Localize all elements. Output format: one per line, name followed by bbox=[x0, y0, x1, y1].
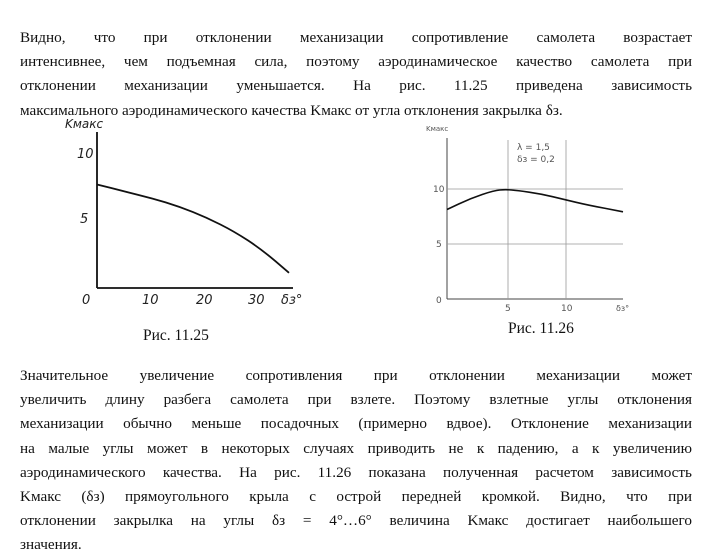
fig2-ytick: 5 bbox=[436, 240, 442, 250]
figure-caption: Рис. 11.25 bbox=[143, 327, 209, 344]
fig2-annotation: δз = 0,2 bbox=[517, 155, 555, 165]
fig1-ylabel: Kмакс bbox=[65, 117, 104, 131]
fig2-xtick: 5 bbox=[505, 304, 511, 314]
body-paragraph bbox=[20, 364, 692, 558]
body-line: увеличить длину разбега самолета при взлете. Поэтому взлетные углы отклонения bbox=[20, 391, 692, 409]
intro-line: максимального аэродинамического качества Kмакс от угла отклонения закрылка δз. bbox=[20, 101, 563, 119]
body-line: Kмакс (δз) прямоугольного крыла с острой передней кромкой. Видно, что при bbox=[20, 488, 692, 506]
fig2-xlabel: δз° bbox=[616, 304, 630, 313]
body-line: значения. bbox=[20, 536, 82, 554]
fig2-curve bbox=[447, 190, 623, 212]
fig1-xlabel: δз° bbox=[281, 293, 303, 308]
fig1-ytick: 10 bbox=[77, 147, 94, 162]
fig2-ytick: 10 bbox=[433, 185, 445, 195]
figure-11-26 bbox=[426, 125, 629, 314]
fig1-xtick: 30 bbox=[248, 293, 265, 308]
intro-line: Видно, что при отклонении механизации сопротивление самолета возрастает bbox=[20, 29, 692, 46]
fig2-xtick: 10 bbox=[561, 304, 573, 314]
fig1-xtick: 10 bbox=[142, 293, 159, 308]
figure-caption: Рис. 11.26 bbox=[508, 320, 574, 337]
fig1-xtick: 20 bbox=[196, 293, 213, 308]
intro-line: интенсивнее, чем подъемная сила, поэтому аэродинамическое качество самолета при bbox=[20, 53, 692, 71]
body-line: Значительное увеличение сопротивления при отклонении механизации может bbox=[20, 367, 692, 384]
fig1-ytick: 5 bbox=[80, 212, 89, 227]
fig1-ytick: 0 bbox=[82, 293, 91, 308]
fig2-ytick: 0 bbox=[436, 296, 442, 306]
figure-11-25 bbox=[65, 117, 302, 308]
fig2-ylabel: Kмакс bbox=[426, 125, 449, 133]
body-line: механизации обычно меньше посадочных (примерно вдвое). Отклонение механизации bbox=[20, 415, 692, 433]
intro-line: отклонении механизации уменьшается. На рис. 11.25 приведена зависимость bbox=[20, 77, 692, 95]
fig2-annotation: λ = 1,5 bbox=[517, 143, 550, 153]
fig1-curve bbox=[97, 185, 289, 273]
body-line: отклонении закрылка на углы δз = 4°…6° величина Kмакс достигает наибольшего bbox=[20, 512, 692, 530]
body-line: аэродинамического качества. На рис. 11.26 показана полученная расчетом зависимость bbox=[20, 463, 692, 481]
body-line: на малые углы может в некоторых случаях приводить не к падению, а к увеличению bbox=[20, 439, 692, 457]
